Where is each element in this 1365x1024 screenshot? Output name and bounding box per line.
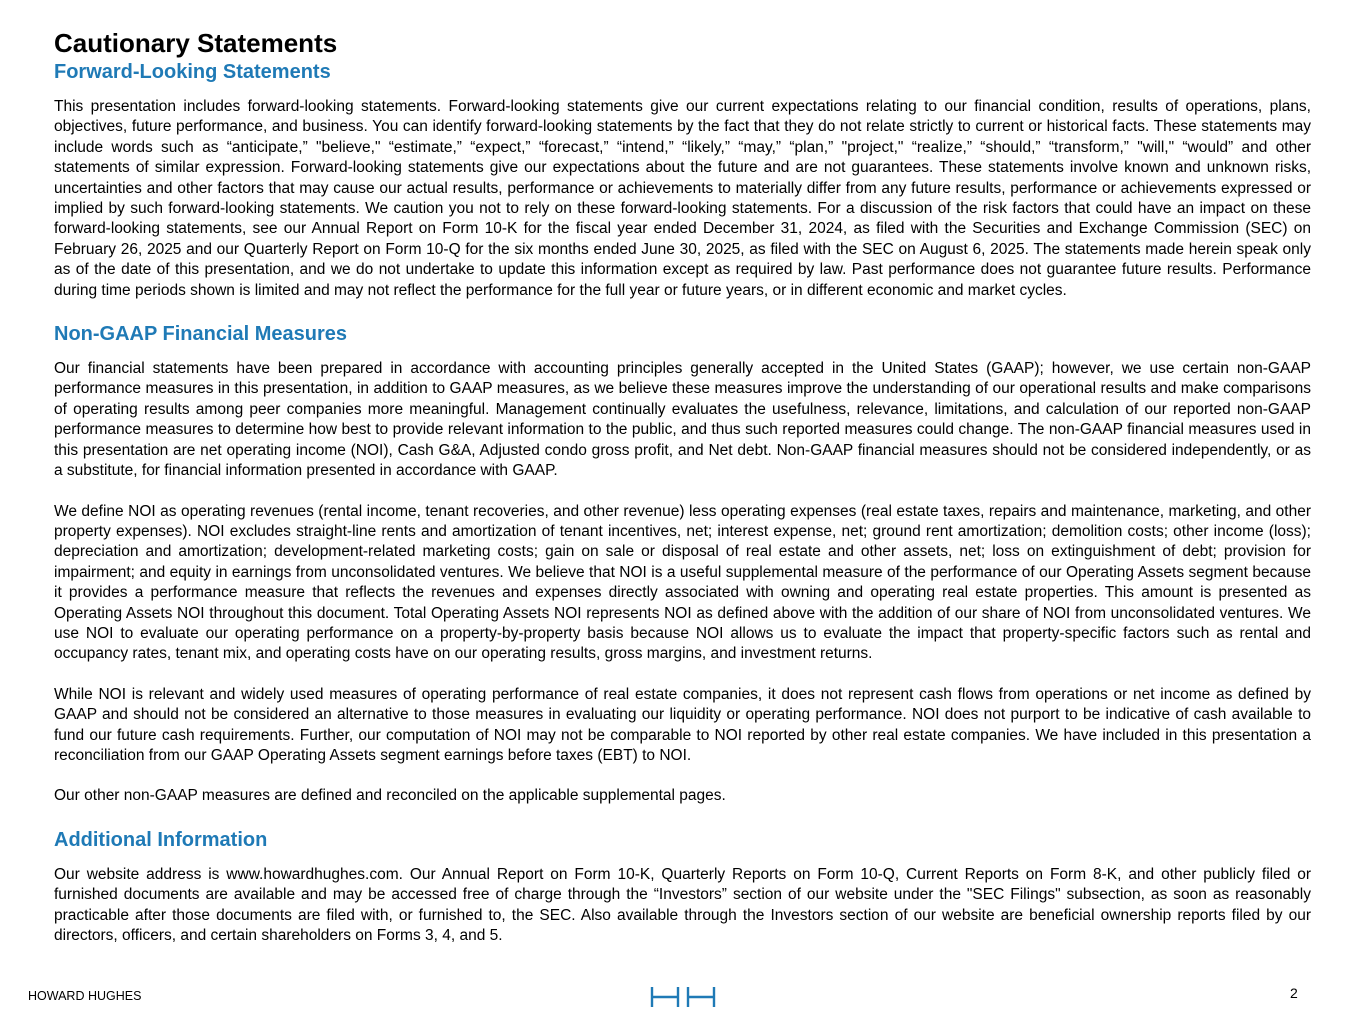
section-heading-non-gaap: Non-GAAP Financial Measures [54,323,348,346]
howard-hughes-logo [650,986,716,1013]
paragraph-noi-definition: We define NOI as operating revenues (rental income, tenant recoveries, and other revenue) less operating expenses (real estate taxes, repairs and maintenance, marketing, and other property expenses). NOI excludes straight-line rents and amortization of tenant incentives, net; interest expense, net; ground rent amortization; demolition costs; other income (loss); depreciation and amortization; development-related marketing costs; gain on sale or disposal of real estate and other assets, net; loss on extinguishment of debt; provision for impairment; and equity in earnings from unconsolidated ventures. We believe that NOI is a useful supplemental measure of the performance of our Operating Assets segment because it provides a performance measure that reflects the revenues and expenses directly associated with owning and operating real estate properties. This amount is presented as Operating Assets NOI throughout this document. Total Operating Assets NOI represents NOI as defined above with the addition of our share of NOI from unconsolidated ventures. We use NOI to evaluate our operating performance on a property-by-property basis because NOI allows us to evaluate the impact that property-specific factors such as rental and occupancy rates, tenant mix, and operating costs have on our operating results, gross margins, and investment returns. [54,502,1311,663]
paragraph-additional-info: Our website address is www.howardhughes.com. Our Annual Report on Form 10-K, Quarterly Reports on Form 10-Q, Current Reports on Form 8-K, and other publicly filed or furnished documents are available and may be accessed free of charge through the “Investors” section of our website under the "SEC Filings" subsection, as soon as reasonably practicable after those documents are filed with, or furnished to, the SEC. Also available through the Investors section of our website are beneficial ownership reports filed by our directors, officers, and certain shareholders on Forms 3, 4, and 5. [54,865,1311,944]
paragraph-forward-looking: This presentation includes forward-looking statements. Forward-looking statements give our current expectations relating to our financial condition, results of operations, plans, objectives, future performance, and business. You can identify forward-looking statements by the fact that they do not relate strictly to current or historical facts. These statements may include words such as “anticipate,” "believe," “estimate,” “expect,” “forecast,” “intend,” “likely,” “may,” “plan,” "project," “realize,” “should,” “transform,” "will," “would” and other statements of similar expression. Forward-looking statements give our expectations about the future and are not guarantees. These statements involve known and unknown risks, uncertainties and other factors that may cause our actual results, performance or achievements to materially differ from any future results, performance or achievements expressed or implied by such forward-looking statements. We caution you not to rely on these forward-looking statements. For a discussion of the risk factors that could have an impact on these forward-looking statements, see our Annual Report on Form 10-K for the fiscal year ended December 31, 2024, as filed with the Securities and Exchange Commission (SEC) on February 26, 2025 and our Quarterly Report on Form 10-Q for the six months ended June 30, 2025, as filed with the SEC on August 6, 2025. The statements made herein speak only as of the date of this presentation, and we do not undertake to update this information except as required by law. Past performance does not guarantee future results. Performance during time periods shown is limited and may not reflect the performance for the full year or future years, or in different economic and market cycles. [54,98,1311,299]
footer-company-name: HOWARD HUGHES [28,989,142,1003]
paragraph-non-gaap-intro: Our financial statements have been prepared in accordance with accounting principles generally accepted in the United States (GAAP); however, we use certain non-GAAP performance measures in this presentation, in addition to GAAP measures, as we believe these measures improve the understanding of our operational results and make comparisons of operating results among peer companies more meaningful. Management continually evaluates the usefulness, relevance, limitations, and calculation of our reported non-GAAP performance measures to determine how best to provide relevant information to the public, and thus such reported measures could change. The non-GAAP financial measures used in this presentation are net operating income (NOI), Cash G&A, Adjusted condo gross profit, and Net debt. Non-GAAP financial measures should not be considered independently, or as a substitute, for financial information presented in accordance with GAAP. [54,360,1311,480]
section-heading-additional-info: Additional Information [54,828,268,851]
paragraph-other-measures: Our other non-GAAP measures are defined and reconciled on the applicable supplemental pages. [54,787,726,805]
paragraph-noi-limitations: While NOI is relevant and widely used measures of operating performance of real estate companies, it does not represent cash flows from operations or net income as defined by GAAP and should not be considered an alternative to those measures in evaluating our liquidity or operating performance. NOI does not purport to be indicative of cash available to fund our future cash requirements. Further, our computation of NOI may not be comparable to NOI reported by other real estate companies. We have included in this presentation a reconciliation from our GAAP Operating Assets segment earnings before taxes (EBT) to NOI. [54,685,1311,764]
page-number: 2 [1290,985,1298,1001]
document-body [54,28,1311,946]
section-heading-forward-looking: Forward-Looking Statements [54,61,331,83]
page-title: Cautionary Statements [54,28,338,58]
